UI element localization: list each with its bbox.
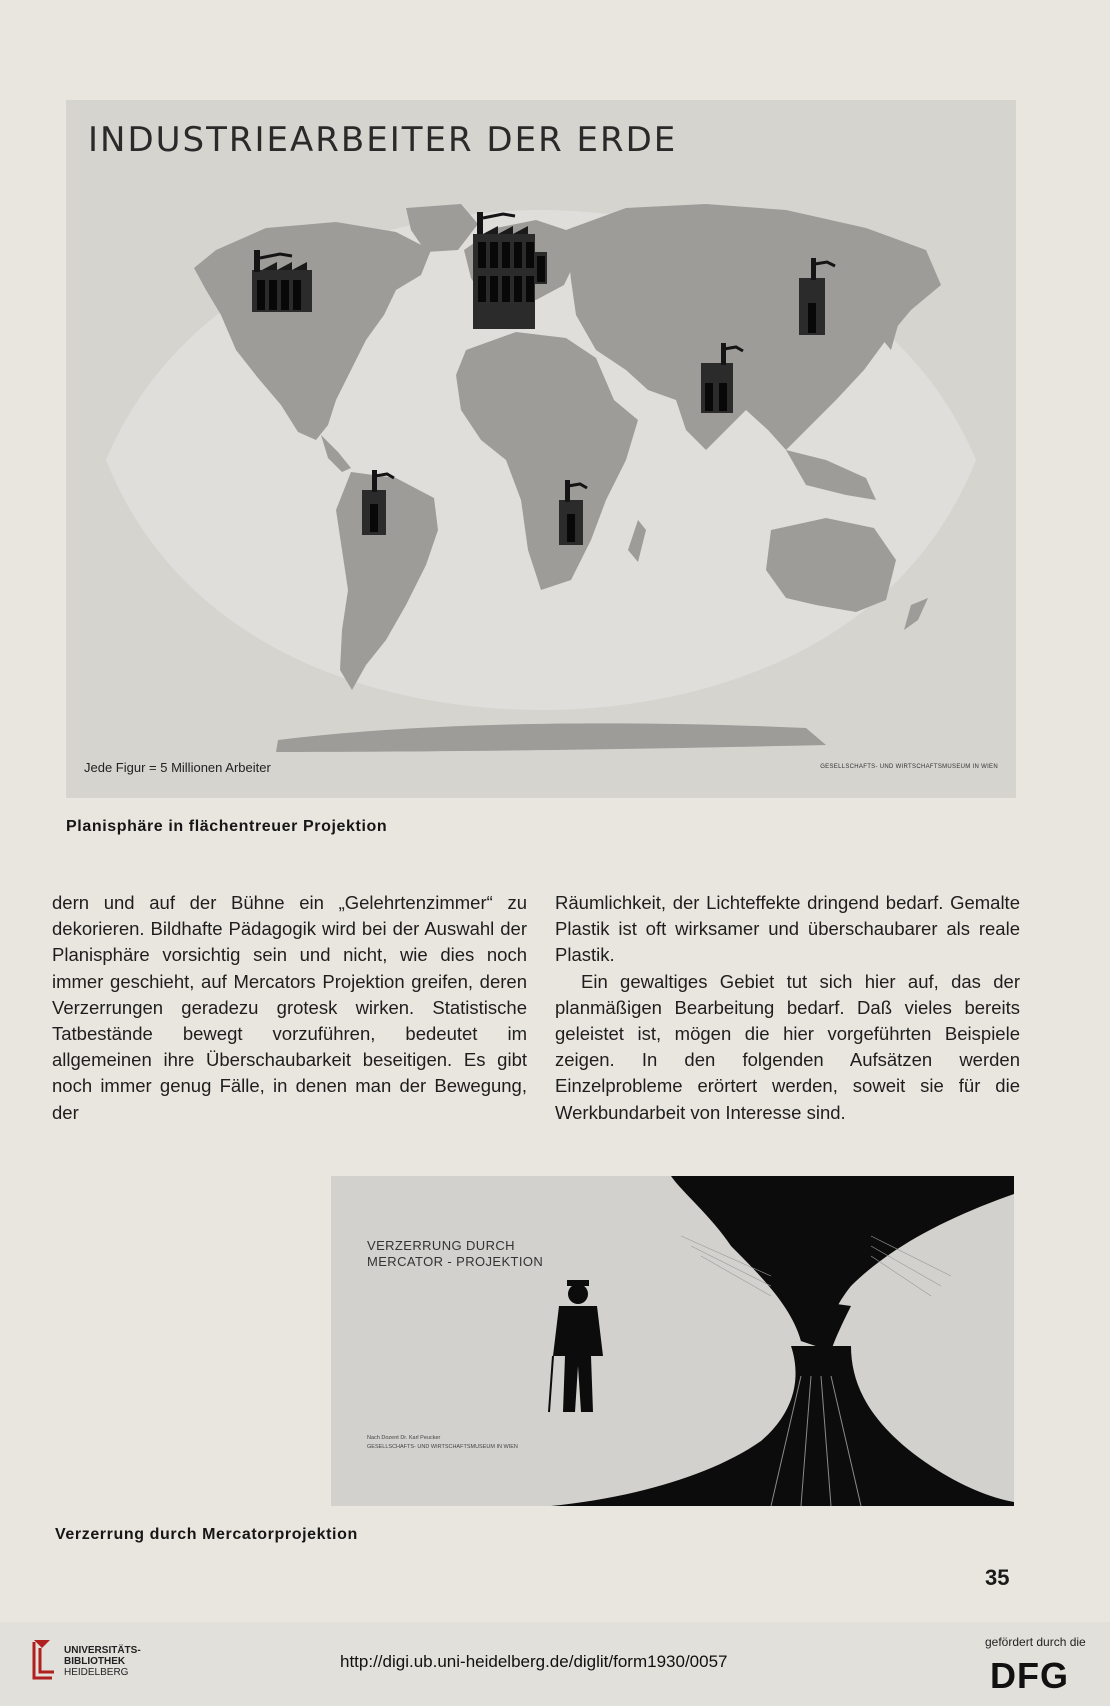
library-line2: BIBLIOTHEK: [64, 1656, 126, 1667]
funnel-bottom: [551, 1346, 1014, 1506]
library-line1: UNIVERSITÄTS-: [64, 1645, 141, 1656]
funding-text: gefördert durch die: [985, 1635, 1086, 1649]
library-logo-icon: [28, 1636, 58, 1682]
new-zealand: [904, 598, 928, 630]
dfg-logo: DFG: [990, 1655, 1069, 1696]
text-column-left: [52, 890, 527, 1126]
map-legend: Jede Figur = 5 Millionen Arbeiter: [84, 760, 271, 775]
paragraph: Ein gewaltiges Gebiet tut sich hier auf, das der planmäßigen Bearbeitung bedarf. Daß vieles bereits geleistet ist, mögen die hier vorgeführten Beispiele zeigen. In den folgenden Aufsätzen werden Einzelprobleme erörtert werden, soweit sie für die Werkbundarbeit von Interesse sind.: [555, 970, 1020, 1123]
funnel-neck: [779, 1296, 851, 1351]
paragraph: Räumlichkeit, der Lichteffekte dringend bedarf. Gemalte Plastik ist oft wirksamer und überschaubarer als reale Plastik.: [555, 892, 1020, 966]
library-name: [64, 1645, 141, 1678]
map-credit: GESELLSCHAFTS- UND WIRTSCHAFTSMUSEUM IN WIEN: [820, 764, 998, 770]
mercator-figure: [331, 1176, 1014, 1506]
world-map: [66, 100, 1016, 798]
world-map-figure: [66, 100, 1016, 798]
mercator-illustration: [331, 1176, 1014, 1506]
source-url-link[interactable]: http://digi.ub.uni-heidelberg.de/diglit/form1930/0057: [340, 1652, 728, 1671]
mercator-credit-line2: GESELLSCHAFTS- UND WIRTSCHAFTSMUSEUM IN WIEN: [367, 1444, 518, 1450]
figure1-caption: Planisphäre in flächentreuer Projektion: [66, 818, 388, 835]
mercator-title-line1: VERZERRUNG DURCH: [367, 1238, 515, 1253]
footer-bar: [0, 1622, 1110, 1706]
library-line3: HEIDELBERG: [64, 1667, 129, 1678]
standing-man: [549, 1280, 603, 1412]
figure2-caption: Verzerrung durch Mercatorprojektion: [55, 1526, 358, 1543]
page-number: 35: [985, 1565, 1010, 1590]
mercator-credit-line1: Nach Dozent Dr. Karl Peucker: [367, 1435, 441, 1441]
funnel-top: [671, 1176, 1014, 1351]
mercator-credit: [367, 1434, 518, 1452]
paragraph: dern und auf der Bühne ein „Gelehrtenzimmer“ zu dekorieren. Bildhafte Pädagogik wird bei der Auswahl der Planisphäre vorsichtig sein und nicht, wie dies noch immer geschieht, auf Mercators Projektion greifen, deren Verzerrungen geradezu grotesk wirken. Statistische Tatbestände bewegt vorzuführen, bedeutet im allgemeinen ihre Überschaubarkeit beseitigen. Es gibt noch immer genug Fälle, in denen man der Bewegung, der: [52, 892, 527, 1123]
antarctica: [276, 723, 826, 752]
mercator-title-line2: MERCATOR - PROJEKTION: [367, 1254, 544, 1269]
map-title: INDUSTRIEARBEITER DER ERDE: [88, 120, 678, 160]
mercator-title: [367, 1238, 543, 1270]
text-column-right: [555, 890, 1020, 1126]
